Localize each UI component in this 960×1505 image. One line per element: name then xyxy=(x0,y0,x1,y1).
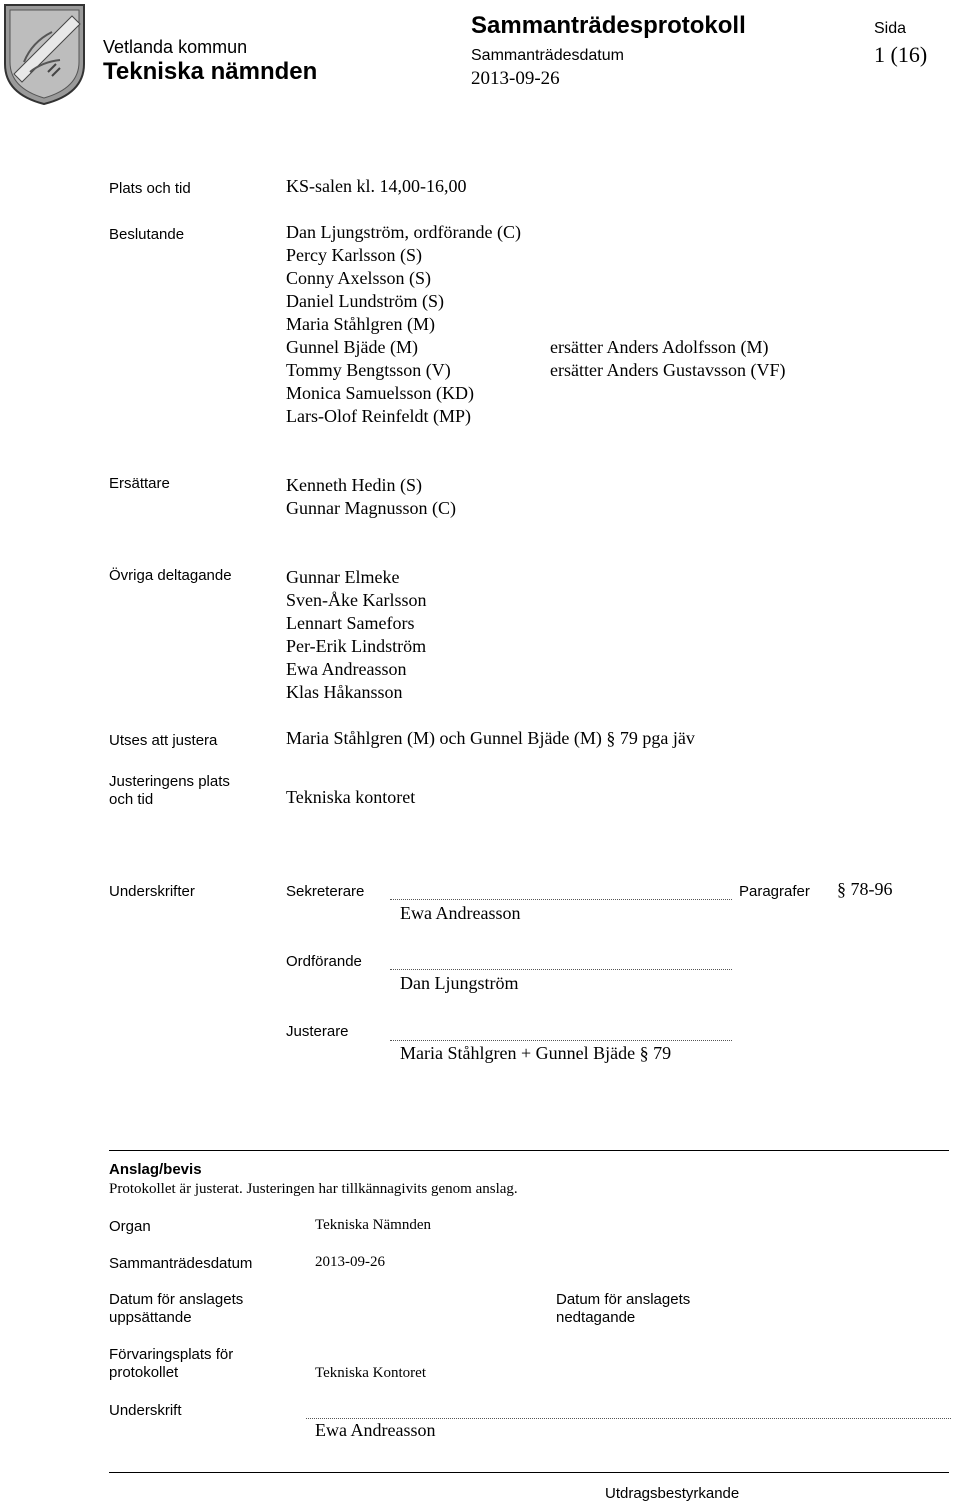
substitute: Kenneth Hedin (S) xyxy=(286,475,422,495)
adjust-place-label xyxy=(109,773,230,809)
other-participant: Sven-Åke Karlsson xyxy=(286,590,427,610)
removed-date-label-line: Datum för anslagets xyxy=(556,1291,691,1308)
removed-date-label xyxy=(556,1291,690,1327)
deciding-member: Monica Samuelsson (KD) xyxy=(286,383,474,403)
chair-signature-line xyxy=(390,969,732,970)
signatures-label: Underskrifter xyxy=(109,883,195,900)
notice-text: Protokollet är justerat. Justeringen har tillkännagivits genom anslag. xyxy=(109,1181,518,1197)
replacement-note: ersätter Anders Adolfsson (M) xyxy=(550,337,769,357)
removed-date-label-line: nedtagande xyxy=(556,1309,636,1326)
chair-name: Dan Ljungström xyxy=(400,973,519,993)
adjuster-label: Justerare xyxy=(286,1023,349,1040)
paragraphs-label: Paragrafer xyxy=(739,883,810,900)
deciding-member: Lars-Olof Reinfeldt (MP) xyxy=(286,406,471,426)
municipality-name: Vetlanda kommun xyxy=(103,37,248,57)
paragraphs-value: § 78-96 xyxy=(837,879,893,899)
notice-signature-label: Underskrift xyxy=(109,1402,182,1419)
page-number: 1 (16) xyxy=(874,42,928,67)
deciding-member: Dan Ljungström, ordförande (C) xyxy=(286,222,521,242)
storage-label xyxy=(109,1346,233,1382)
replacement-notes xyxy=(550,336,785,382)
organ-value: Tekniska Nämnden xyxy=(315,1217,432,1233)
notice-signature-name: Ewa Andreasson xyxy=(315,1420,436,1440)
substitute: Gunnar Magnusson (C) xyxy=(286,498,456,518)
page-label: Sida xyxy=(874,20,907,37)
other-participant: Lennart Samefors xyxy=(286,613,415,633)
other-participant: Klas Håkansson xyxy=(286,682,403,702)
other-participant: Per-Erik Lindström xyxy=(286,636,427,656)
footer-rule xyxy=(109,1472,949,1473)
meeting-date: 2013-09-26 xyxy=(471,68,560,89)
extract-certification-label: Utdragsbestyrkande xyxy=(605,1485,740,1502)
storage-label-line: Förvaringsplats för xyxy=(109,1346,234,1363)
notice-heading: Anslag/bevis xyxy=(109,1161,202,1178)
posted-date-label xyxy=(109,1291,243,1327)
notice-signature-line xyxy=(306,1418,951,1419)
storage-value: Tekniska Kontoret xyxy=(315,1365,427,1381)
adjuster-signature-line xyxy=(390,1040,732,1041)
substitutes-label: Ersättare xyxy=(109,475,170,492)
adjust-place-value: Tekniska kontoret xyxy=(286,787,416,807)
deciding-member: Gunnel Bjäde (M) xyxy=(286,337,418,357)
organ-label: Organ xyxy=(109,1218,151,1235)
notice-date-value: 2013-09-26 xyxy=(315,1254,385,1270)
secretary-label: Sekreterare xyxy=(286,883,365,900)
deciding-member: Tommy Bengtsson (V) xyxy=(286,360,451,380)
place-label: Plats och tid xyxy=(109,180,191,197)
adjusters-value: Maria Ståhlgren (M) och Gunnel Bjäde (M) § 79 pga jäv xyxy=(286,728,695,748)
place-value: KS-salen kl. 14,00-16,00 xyxy=(286,176,467,196)
adjusters-label: Utses att justera xyxy=(109,732,218,749)
deciding-member: Percy Karlsson (S) xyxy=(286,245,422,265)
meeting-date-label: Sammanträdesdatum xyxy=(471,47,624,64)
board-name: Tekniska nämnden xyxy=(103,58,318,85)
deciding-list xyxy=(286,221,521,428)
secretary-signature-line xyxy=(390,899,732,900)
deciding-member: Daniel Lundström (S) xyxy=(286,291,444,311)
notice-date-label: Sammanträdesdatum xyxy=(109,1255,253,1272)
adjust-place-label-line: Justeringens plats xyxy=(109,773,230,790)
deciding-label: Beslutande xyxy=(109,226,185,243)
posted-date-label-line: Datum för anslagets xyxy=(109,1291,244,1308)
secretary-name: Ewa Andreasson xyxy=(400,903,521,923)
other-participant: Ewa Andreasson xyxy=(286,659,407,679)
chair-label: Ordförande xyxy=(286,953,362,970)
municipality-coat-of-arms xyxy=(2,2,87,106)
storage-label-line: protokollet xyxy=(109,1364,179,1381)
posted-date-label-line: uppsättande xyxy=(109,1309,192,1326)
deciding-member: Conny Axelsson (S) xyxy=(286,268,432,288)
adjuster-name: Maria Ståhlgren + Gunnel Bjäde § 79 xyxy=(400,1043,672,1063)
others-label: Övriga deltagande xyxy=(109,567,232,584)
notice-top-rule xyxy=(109,1150,949,1151)
substitutes-list xyxy=(286,474,456,520)
deciding-member: Maria Ståhlgren (M) xyxy=(286,314,435,334)
document-title: Sammanträdesprotokoll xyxy=(471,12,746,39)
adjust-place-label-line: och tid xyxy=(109,791,154,808)
replacement-note: ersätter Anders Gustavsson (VF) xyxy=(550,360,786,380)
others-list xyxy=(286,566,426,704)
other-participant: Gunnar Elmeke xyxy=(286,567,400,587)
